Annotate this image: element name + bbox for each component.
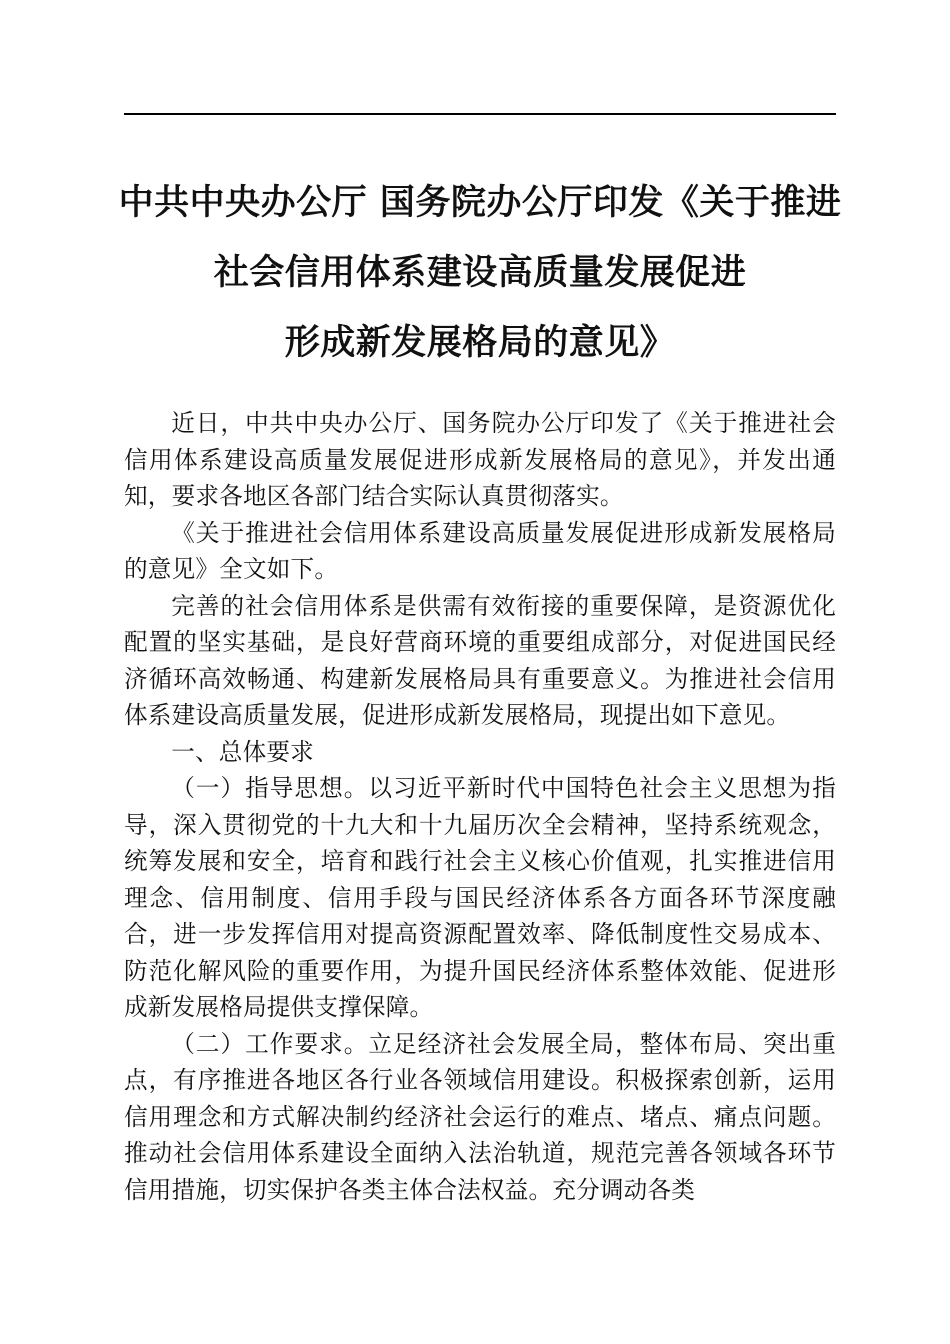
- paragraph-guiding-ideology: （一）指导思想。以习近平新时代中国特色社会主义思想为指导，深入贯彻党的十九大和十九届历次全会精神，坚持系统观念，统筹发展和安全，培育和践行社会主义核心价值观，扎实推进信用理念、信用制度、信用手段与国民经济体系各方面各环节深度融合，进一步发挥信用对提高资源配置效率、降低制度性交易成本、防范化解风险的重要作用，为提升国民经济体系整体效能、促进形成新发展格局提供支撑保障。: [124, 774, 836, 1021]
- paragraph-preamble: 完善的社会信用体系是供需有效衔接的重要保障，是资源优化配置的坚实基础，是良好营商环境的重要组成部分，对促进国民经济循环高效畅通、构建新发展格局具有重要意义。为推进社会信用体系建设高质量发展，促进形成新发展格局，现提出如下意见。: [124, 591, 836, 729]
- title-line-1: 中共中央办公厅 国务院办公厅印发《关于推进: [118, 183, 842, 223]
- document-body: [124, 405, 836, 1208]
- document-title: [100, 168, 860, 378]
- title-line-2: 社会信用体系建设高质量发展促进: [213, 253, 747, 293]
- paragraph-intro: 近日，中共中央办公厅、国务院办公厅印发了《关于推进社会信用体系建设高质量发展促进形成新发展格局的意见》，并发出通知，要求各地区各部门结合实际认真贯彻落实。: [124, 409, 836, 510]
- paragraph-work-requirements: （二）工作要求。立足经济社会发展全局，整体布局、突出重点，有序推进各地区各行业各领域信用建设。积极探索创新，运用信用理念和方式解决制约经济社会运行的难点、堵点、痛点问题。推动社会信用体系建设全面纳入法治轨道，规范完善各领域各环节信用措施，切实保护各类主体合法权益。充分调动各类: [124, 1029, 836, 1204]
- paragraph-fulltext-note: 《关于推进社会信用体系建设高质量发展促进形成新发展格局的意见》全文如下。: [124, 518, 836, 583]
- header-rule: [124, 113, 836, 115]
- section-heading-general-requirements: 一、总体要求: [171, 737, 314, 766]
- title-line-3: 形成新发展格局的意见》: [284, 323, 676, 363]
